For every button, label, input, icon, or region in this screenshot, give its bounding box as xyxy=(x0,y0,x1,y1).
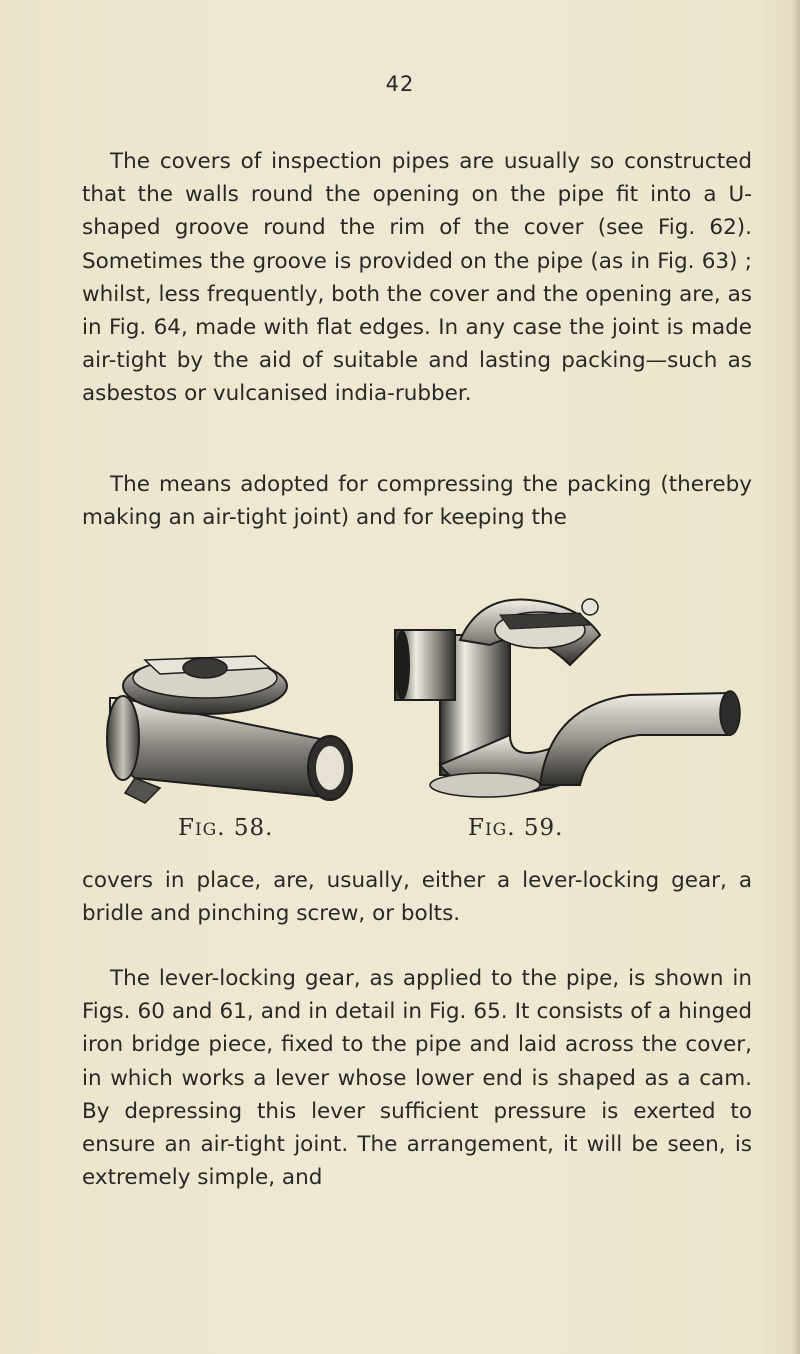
page-edge-shadow xyxy=(792,0,800,1354)
caption-smallcaps: IG xyxy=(194,820,218,840)
s-trap-pipe-illustration xyxy=(390,585,745,810)
caption-smallcaps: IG xyxy=(484,820,508,840)
caption-initial: F xyxy=(468,815,485,841)
caption-number: . 58. xyxy=(217,815,274,841)
paragraph-means-adopted: The means adopted for compressing the packing (thereby making an air-tight joint) and for keeping the xyxy=(82,472,752,531)
caption-number: . 59. xyxy=(507,815,564,841)
figure-caption-58 xyxy=(178,815,273,841)
paragraph-inspection-covers: The covers of inspection pipes are usually so constructed that the walls round the opening on the pipe fit into a U-shaped groove round the rim of the cover (see Fig. 62). Sometimes the groove is provided on the pipe (as in Fig. 63) ; whilst, less frequently, both the cover and the opening are, as in Fig. 64, made with flat edges. In any case the joint is made air-tight by the aid of suitable and lasting packing—such as asbestos or vulcanised india-rubber. xyxy=(82,149,752,407)
caption-initial: F xyxy=(178,815,195,841)
page-number: 42 xyxy=(385,72,415,96)
paragraph-covers-in-place: covers in place, are, usually, either a lever-locking gear, a bridle and pinching screw, or bolts. xyxy=(82,868,752,927)
figure-caption-59 xyxy=(468,815,563,841)
inspection-pipe-illustration xyxy=(105,638,360,808)
paragraph-lever-locking-gear: The lever-locking gear, as applied to the pipe, is shown in Figs. 60 and 61, and in detail in Fig. 65. It consists of a hinged iron bridge piece, fixed to the pipe and laid across the cover, in which works a lever whose lower end is shaped as a cam. By depressing this lever sufficient pressure is exerted to ensure an air-tight joint. The arrangement, it will be seen, is extremely simple, and xyxy=(82,966,752,1191)
